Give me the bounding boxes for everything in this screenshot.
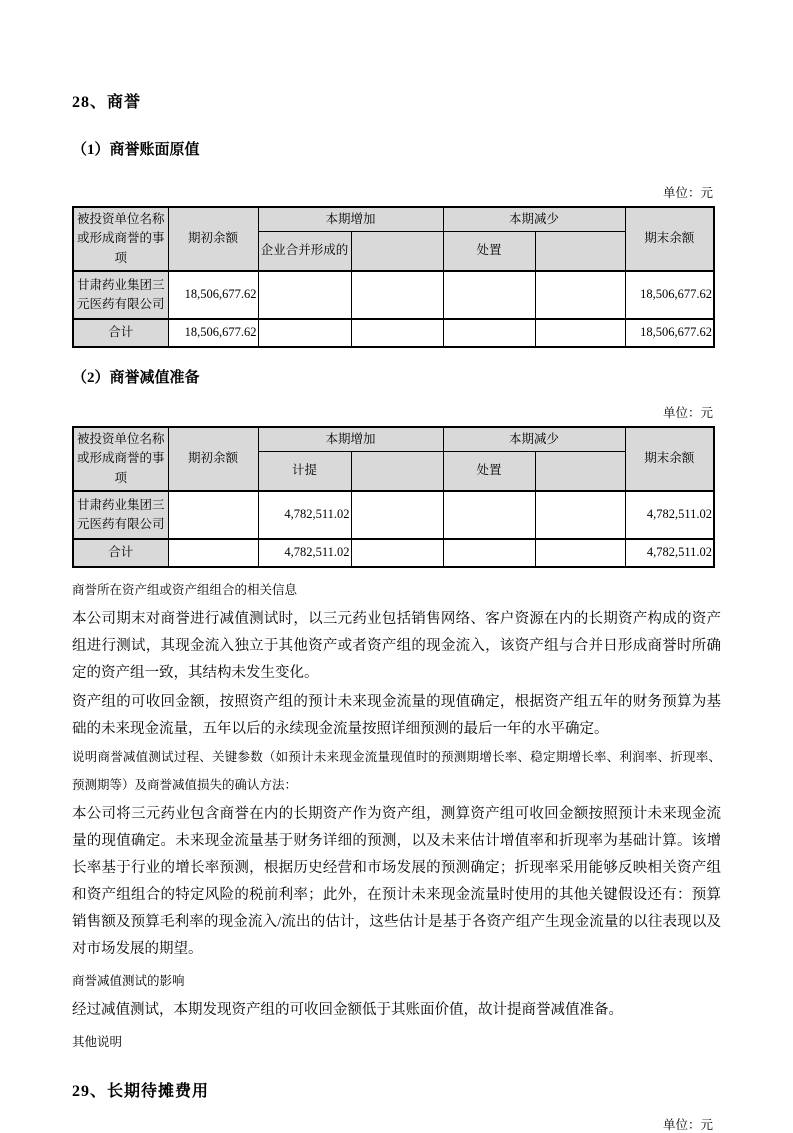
cell-company-name: 甘肃药业集团三元医药有限公司 [73,491,168,539]
table-header-row [73,427,714,451]
cell-total-closing: 18,506,677.62 [625,319,714,347]
col-header-increase: 本期增加 [258,427,443,451]
cell-total-decrease-other [535,539,625,567]
cell-total-decrease-disposal [443,539,535,567]
cell-decrease-disposal [443,491,535,539]
goodwill-impairment-table [72,426,715,568]
unit-label-1: 单位：元 [662,186,713,200]
cell-provision: 4,782,511.02 [258,491,351,539]
col-header-decrease: 本期减少 [443,427,625,451]
cell-total-label: 合计 [73,539,168,567]
cell-total-decrease-other [535,319,625,347]
table-header-row [73,207,714,231]
impairment-impact-label: 商誉减值测试的影响 [72,974,185,988]
col-header-business-combination: 企业合并形成的 [258,231,351,271]
col-header-closing-balance: 期末余额 [625,207,714,271]
impairment-impact-paragraph: 经过减值测试，本期发现资产组的可收回金额低于其账面价值，故计提商誉减值准备。 [72,1002,623,1018]
subsection-title-original-value: （1）商誉账面原值 [72,142,200,158]
recoverable-amount-paragraph: 资产组的可收回金额，按照资产组的预计未来现金流量的现值确定，根据资产组五年的财务预算为基础的未来现金流量，五年以后的永续现金流量按照详细预测的最后一年的水平确定。 [72,694,721,737]
cell-increase-combination [258,271,351,319]
table-row-company [73,271,714,319]
table-row-total [73,539,714,567]
col-header-increase-other [351,451,443,491]
cell-closing-balance: 18,506,677.62 [625,271,714,319]
subsection-title-impairment: （2）商誉减值准备 [72,370,200,386]
cell-increase-other [351,271,443,319]
col-header-closing-balance: 期末余额 [625,427,714,491]
col-header-investee-name: 被投资单位名称或形成商誉的事项 [73,427,168,491]
cell-decrease-other [535,491,625,539]
other-notes-label: 其他说明 [72,1035,123,1049]
col-header-opening-balance: 期初余额 [168,207,258,271]
col-header-provision: 计提 [258,451,351,491]
cell-total-opening: 18,506,677.62 [168,319,258,347]
section-title-deferred-expenses: 29、长期待摊费用 [72,1083,210,1100]
cell-total-decrease-disposal [443,319,535,347]
impairment-test-paragraph: 本公司期末对商誉进行减值测试时，以三元药业包括销售网络、客户资源在内的长期资产构成的资产组进行测试，其现金流入独立于其他资产或者资产组的现金流入，该资产组与合并日形成商誉时所确定的资产组一致，其结构未发生变化。 [72,611,721,681]
cell-closing-balance: 4,782,511.02 [625,491,714,539]
test-process-label: 说明商誉减值测试过程、关键参数（如预计未来现金流量现值时的预测期增长率、稳定期增长率、利润率、折现率、预测期等）及商誉减值损失的确认方法： [72,750,721,792]
col-header-decrease: 本期减少 [443,207,625,231]
cell-increase-other [351,491,443,539]
cell-total-provision: 4,782,511.02 [258,539,351,567]
col-header-disposal: 处置 [443,451,535,491]
col-header-opening-balance: 期初余额 [168,427,258,491]
col-header-decrease-other [535,231,625,271]
goodwill-original-value-table [72,206,715,348]
cell-opening-balance: 18,506,677.62 [168,271,258,319]
key-assumptions-paragraph: 本公司将三元药业包含商誉在内的长期资产作为资产组，测算资产组可收回金额按照预计未来现金流量的现值确定。未来现金流量基于财务详细的预测，以及未来估计增值率和折现率为基础计算。该增长率基于行业的增长率预测，根据历史经营和市场发展的预测确定；折现率采用能够反映相关资产组和资产组组合的特定风险的税前利率；此外，在预计未来现金流量时使用的其他关键假设还有：预算销售额及预算毛利率的现金流入/流出的估计，这些估计是基于各资产组产生现金流量的以往表现以及对市场发展的期望。 [72,806,721,957]
col-header-increase: 本期增加 [258,207,443,231]
cell-company-name: 甘肃药业集团三元医药有限公司 [73,271,168,319]
cell-total-label: 合计 [73,319,168,347]
col-header-increase-other [351,231,443,271]
cell-total-opening [168,539,258,567]
table-row-total [73,319,714,347]
unit-label-3: 单位：元 [662,1118,713,1132]
unit-label-2: 单位：元 [662,406,713,420]
cell-decrease-disposal [443,271,535,319]
cell-decrease-other [535,271,625,319]
section-title-goodwill: 28、商誉 [72,94,142,111]
table-row-company [73,491,714,539]
col-header-decrease-other [535,451,625,491]
col-header-investee-name: 被投资单位名称或形成商誉的事项 [73,207,168,271]
cell-total-increase-combination [258,319,351,347]
col-header-disposal: 处置 [443,231,535,271]
cell-total-increase-other [351,319,443,347]
cell-total-increase-other [351,539,443,567]
cell-opening-balance [168,491,258,539]
cell-total-closing: 4,782,511.02 [625,539,714,567]
asset-group-info-label: 商誉所在资产组或资产组组合的相关信息 [72,583,298,597]
